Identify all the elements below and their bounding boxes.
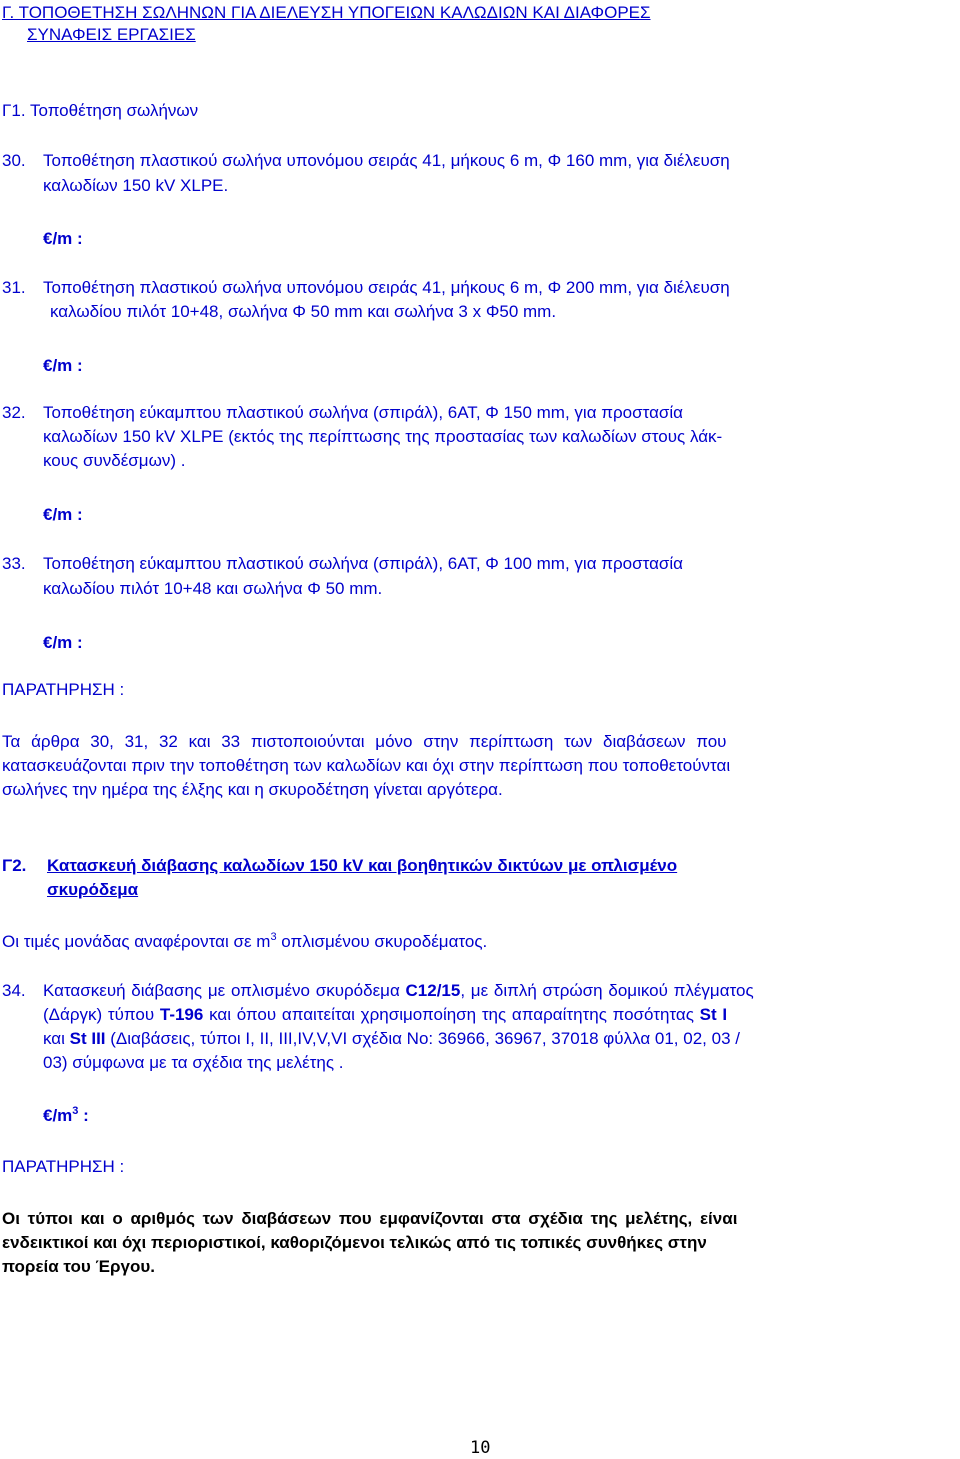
unit-label: €/m :: [43, 229, 83, 248]
text: και όπου απαιτείται χρησιμοποίηση της απαραίτητης ποσότητας: [203, 1005, 700, 1024]
subsection-g1-title: Γ1. Τοποθέτηση σωλήνων: [2, 101, 199, 120]
text: Κατασκευή διάβασης με οπλισμένο σκυρόδεμα: [43, 981, 406, 1000]
unit-label: €/m :: [43, 356, 83, 375]
item-text-line: κους συνδέσμων) .: [43, 451, 186, 470]
item-number: 33.: [2, 554, 26, 573]
note-line: σωλήνες την ημέρα της έλξης και η σκυροδέτηση γίνεται αργότερα.: [2, 780, 503, 799]
note-line: Οι τύποι και ο αριθμός των διαβάσεων που εμφανίζονται στα σχέδια της μελέτης, είναι: [2, 1209, 738, 1228]
note-line: πορεία του Έργου.: [2, 1257, 155, 1276]
item-number: 30.: [2, 151, 26, 170]
section-title-line2: ΣΥΝΑΦΕΙΣ ΕΡΓΑΣΙΕΣ: [27, 25, 196, 44]
item-number: 31.: [2, 278, 26, 297]
steel-grade: St III: [69, 1029, 106, 1048]
item-text-line: καλωδίων 150 kV XLPE.: [43, 176, 229, 195]
item-number: 32.: [2, 403, 26, 422]
g2-intro-text-end: οπλισμένου σκυροδέματος.: [276, 932, 488, 951]
concrete-class: C12/15: [405, 981, 461, 1000]
page-number: 10: [470, 1438, 491, 1458]
item-text-line: Τοποθέτηση εύκαμπτου πλαστικού σωλήνα (σπιράλ), 6ΑΤ, Φ 100 mm, για προστασία: [43, 554, 683, 573]
g2-intro: [2, 929, 487, 954]
unit-label: €/m :: [43, 505, 83, 524]
item34-line2: [43, 1002, 727, 1027]
item-text-line: καλωδίου πιλότ 10+48 και σωλήνα Φ 50 mm.: [43, 579, 383, 598]
note-line: κατασκευάζονται πριν την τοποθέτηση των καλωδίων και όχι στην περίπτωση που τοποθετούνται: [2, 756, 731, 775]
mesh-type: T-196: [159, 1005, 204, 1024]
text: (Διαβάσεις, τύποι Ι, ΙΙ, ΙΙΙ,ΙV,V,VΙ σχέδια Νο: 36966, 36967, 37018 φύλλα 01, 02, 03 /: [105, 1029, 740, 1048]
note-line: [2, 729, 957, 754]
g2-intro-text: Οι τιμές μονάδας αναφέρονται σε m: [2, 932, 271, 951]
subsection-g2-title-line2: σκυρόδεμα: [47, 880, 139, 899]
item-text-line: Τοποθέτηση πλαστικού σωλήνα υπονόμου σειράς 41, μήκους 6 m, Φ 160 mm, για διέλευση: [43, 151, 730, 170]
subsection-g2-title-line1: Κατασκευή διάβασης καλωδίων 150 kV και βοηθητικών δικτύων με οπλισμένο: [47, 856, 678, 875]
text: και: [43, 1029, 70, 1048]
note-heading: ΠΑΡΑΤΗΡΗΣΗ :: [2, 680, 125, 699]
item34-line3: [43, 1026, 740, 1051]
text: (Δάργκ) τύπου: [43, 1005, 160, 1024]
item-number: 34.: [2, 981, 26, 1000]
note-text: Τα άρθρα 30, 31, 32 και 33 πιστοποιούνται μόνο στην περίπτωση των διαβάσεων που: [2, 732, 727, 751]
note-line: ενδεικτικοί και όχι περιοριστικοί, καθοριζόμενοι τελικώς από τις τοπικές συνθήκες στην: [2, 1233, 707, 1252]
unit-label: €/m :: [43, 633, 83, 652]
item-text-line: καλωδίων 150 kV XLPE (εκτός της περίπτωσης της προστασίας των καλωδίων στους λάκ-: [43, 427, 723, 446]
text: :: [78, 1106, 89, 1125]
superscript: 3: [72, 1105, 79, 1117]
item34-line4: 03) σύμφωνα με τα σχέδια της μελέτης .: [43, 1053, 344, 1072]
item-text-line: καλωδίου πιλότ 10+48, σωλήνα Φ 50 mm και σωλήνα 3 x Φ50 mm.: [50, 302, 557, 321]
superscript: 3: [270, 931, 277, 943]
unit-label: [43, 1103, 89, 1128]
text: €/m: [43, 1106, 73, 1125]
subsection-g2-number: Γ2.: [2, 856, 27, 875]
note-heading: ΠΑΡΑΤΗΡΗΣΗ :: [2, 1157, 125, 1176]
item-text-line: Τοποθέτηση εύκαμπτου πλαστικού σωλήνα (σπιράλ), 6ΑΤ, Φ 150 mm, για προστασία: [43, 403, 683, 422]
section-title-line1: Γ. ΤΟΠΟΘΕΤΗΣΗ ΣΩΛΗΝΩΝ ΓΙΑ ΔΙΕΛΕΥΣΗ ΥΠΟΓΕΙΩΝ ΚΑΛΩΔΙΩΝ ΚΑΙ ΔΙΑΦΟΡΕΣ: [2, 3, 651, 22]
item34-line1: [43, 978, 754, 1003]
item-text-line: Τοποθέτηση πλαστικού σωλήνα υπονόμου σειράς 41, μήκους 6 m, Φ 200 mm, για διέλευση: [43, 278, 730, 297]
text: , με διπλή στρώση δομικού πλέγματος: [460, 981, 754, 1000]
steel-grade: St I: [699, 1005, 728, 1024]
